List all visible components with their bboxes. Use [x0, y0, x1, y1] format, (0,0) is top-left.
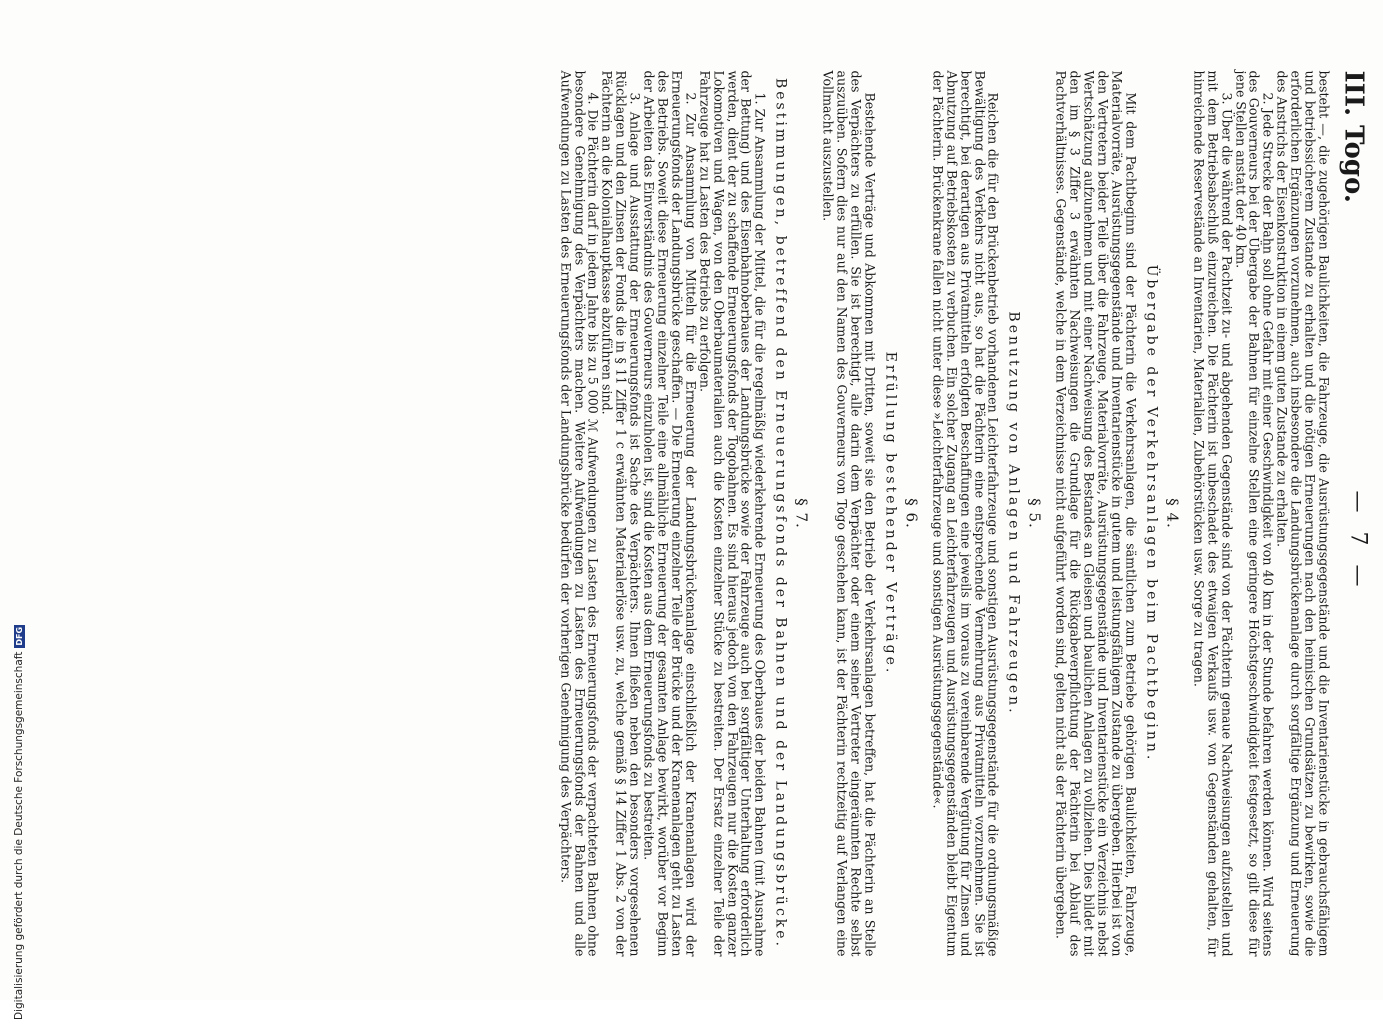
paragraph: 4. Die Pächterin darf in jedem Jahre bis zu 5 000 ℳ Aufwendungen zu Lasten des Erneuerungsfonds der verpachteten Bahnen ohne besondere Genehmigung des Verpächters machen. Weitere Aufwendungen zu Lasten des Erneuerungsfonds der Bahnen und alle Aufwendungen zu Lasten des Erneuerungsfonds der Landungsbrücke bedürfen der vorherigen Genehmigung des Verpächters. [558, 70, 601, 957]
section-6 [821, 71, 921, 957]
footer-text: Digitalisierung gefördert durch die Deutsche Forschungsgemeinschaft [13, 651, 25, 1020]
dfg-logo: DFG [14, 626, 24, 646]
page-header [1331, 71, 1371, 957]
page-number: — 7 — [1345, 490, 1371, 593]
section-title: Erfüllung bestehender Verträge. [882, 351, 899, 676]
paragraph: Bestehende Verträge und Abkommen mit Dritten, soweit sie den Betrieb der Verkehrsanlagen betreffen, hat die Pächterin an Stelle des Verpächters zu erfüllen. Sie ist berechtigt, alle darin dem Verpächter oder einem seiner Vertreter eingeräumten Rechte selbst auszuüben. Sofern dies nur auf den Namen des Gouverneurs von Togo geschehen kann, ist der Pächterin rechtzeitig auf Verlangen eine Vollmacht auszustellen. [820, 70, 878, 957]
running-head: III. Togo. [1338, 70, 1369, 203]
section-title: Bestimmungen, betreffend den Erneuerungsfonds der Bahnen und der Landungsbrücke. [772, 77, 789, 950]
intro-text [1191, 71, 1330, 957]
paragraph: 1. Zur Ansammlung der Mittel, die für die regelmäßig wiederkehrende Erneuerung des Oberbaues der beiden Bahnen (mit Ausnahme der Bettung) und des Eisenbahnoberbaues der Landungsbrücke sowie der Fahrzeuge auch bei sorgfältiger Unterhaltung erforderlich werden, dient der zu schaffende Erneuerungsfonds der Togobahnen. Es sind hieraus jedoch von den Fahrzeugen nur die Kosten ganzer Lokomotiven und Wagen, von den Oberbaumaterialien auch die Kosten einzelner Stücke zu bestreiten. Der Ersatz einzelner Teile der Fahrzeuge hat zu Lasten des Betriebs zu erfolgen. [697, 70, 768, 957]
paragraph: 3. Anlage und Ausstattung der Erneuerungsfonds ist Sache des Verpächters. Ihnen fließen neben den besonders vorgesehenen Rücklagen und den Zinsen der Fonds die in § 11 Ziffer 1 c erwähnten Materialerlöse usw. zu, welche gemäß § 14 Ziffer 1 Abs. 2 von der Pächterin an die Kolonialhauptkasse abzuführen sind. [599, 70, 643, 957]
paragraph: Reichen die für den Brückenbetrieb vorhandenen Leichterfahrzeuge und sonstigen Ausrüstungsgegenstände für die ordnungsmäßige Bewältigung des Verkehrs nicht aus, so hat die Pächterin eine entsprechende Vermehrung aus Privatmitteln vorzunehmen. Sie ist berechtigt, bei derartigen aus Privatmitteln erfolgten Beschaffungen eine jeweils im voraus zu vereinbarende Vergütung für Zinsen und Abnutzung auf Betriebskosten zu verbuchen. Ein solcher Zugang an Leichterfahrzeugen und Ausrüstungsgegenständen bleibt Eigentum der Pächterin. Brückenkrane fallen nicht unter diese »Leichterfahrzeuge und sonstigen Ausrüstungsgegenstände«. [930, 70, 1001, 957]
section-number: § 4. [1163, 498, 1182, 529]
section-number: § 5. [1026, 498, 1044, 529]
section-7 [558, 71, 811, 957]
section-title: Übergabe der Verkehrsanlagen beim Pachtbeginn. [1143, 264, 1160, 763]
paragraph: 3. Über die während der Pachtzeit zu- und abgehenden Gegenstände sind von der Pächterin genaue Nachweisungen aufzustellen und mit dem Betriebsabschluß einzureichen. Die Pächterin ist unbeschadet des etwaigen Verkaufs usw. von Gegenständen gehalten, für hinreichende Reservestände an Inventarien, Materialien, Zubehörstücken usw. Sorge zu tragen. [1191, 70, 1235, 957]
section-5 [930, 71, 1044, 957]
paragraph: 2. Jede Strecke der Bahn soll ohne Gefahr mit einer Geschwindigkeit von 40 km in der Stunde befahren werden können. Wird seitens des Gouverneurs bei der Übergabe der Bahnen für einzelne Stellen eine geringere Höchstgeschwindigkeit festgesetzt, so gilt diese für jene Stellen anstatt der 40 km. [1233, 70, 1276, 957]
paragraph: Mit dem Pachtbeginn sind der Pächterin die Verkehrsanlagen, die sämtlichen zum Betriebe gehörigen Baulichkeiten, Fahrzeuge, Materialvorräte, Ausrüstungsgegenstände und Inventarienstücke in gutem und leistungsfähigem Zustande zu übergeben. Hierbei ist von den Vertretern beider Teile über die Fahrzeuge, Materialvorräte, Ausrüstungsgegenstände und Inventarienstücke ein Verzeichnis nebst Wertschätzung aufzunehmen und mit einer Nachweisung des Bestandes an Gleisen und baulichen Anlagen zu vollziehen. Dies bildet mit den im § 3 Ziffer 3 erwähnten Nachweisungen die Grundlage für die Rückgabeverpflichtung der Pächterin bei Ablauf des Pachtverhältnisses. Gegenstände, welche in dem Verzeichnisse nicht aufgeführt worden sind, gelten nicht als der Pächterin übergeben. [1053, 70, 1139, 957]
section-number: § 6. [902, 498, 921, 529]
section-title: Benutzung von Anlagen und Fahrzeugen. [1006, 311, 1022, 716]
rotated-page-content [0, 1, 1383, 1001]
section-4 [1054, 71, 1181, 957]
section-number: § 7. [792, 498, 811, 529]
paragraph: 2. Zur Ansammlung von Mitteln für die Erneuerung der Landungsbrückenanlage einschließlich der Kranenanlagen wird der Erneuerungsfonds der Landungsbrücke geschaffen. — Die Erneuerung einzelner Teile der Brücke und der Kranenanlagen geht zu Lasten des Betriebs. Soweit diese Erneuerung einzelner Teile eine allmähliche Erneuerung der gesamten Anlage bewirkt, worüber vor Beginn der Arbeiten das Einverständnis des Gouverneurs einzuholen ist, sind die Kosten aus dem Erneuerungsfonds zu bestreiten. [641, 70, 699, 957]
digitization-footer [12, 30, 26, 1020]
paragraph: besteht —, die zugehörigen Baulichkeiten, die Fahrzeuge, die Ausrüstungsgegenstände und die Inventarienstücke in gebrauchsfähigem und betriebssicherem Zustande zu erhalten und die nötigen Erneuerungen nach den heimischen Grundsätzen zu bewirken, sowie die erforderlichen Ergänzungen vorzunehmen, auch insbesondere die Landungsbrückenanlage durch sorgfältige Ergänzung und Erneuerung des Anstrichs der Eisenkonstruktion in einem guten Zustande zu erhalten. [1274, 70, 1332, 957]
